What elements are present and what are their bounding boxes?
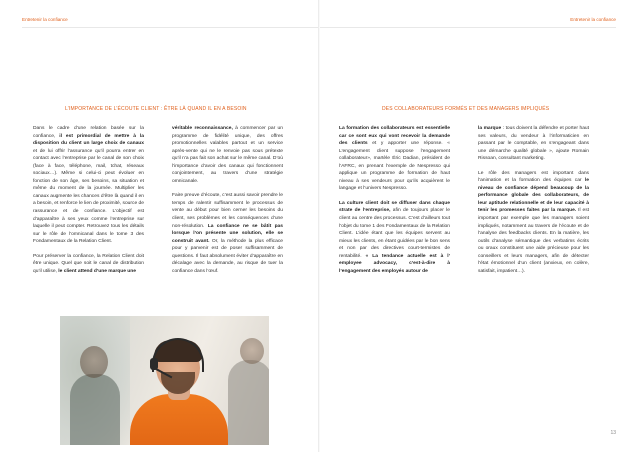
emphasis: véritable reconnaissance, — [172, 126, 233, 131]
running-header-left: Entretenir la confiance — [22, 17, 68, 22]
paragraph: La formation des collaborateurs est essentielle car ce sont eux qui vont recevoir la demande des clients et y apporter une réponse. « L’engagement client suppose l’engagement collaborateur», martèle Éric Dadian, président de l’AFRC, en prenant l’exemple de Nespresso qui applique un programme de formation de haut niveau à ses vendeurs pour qu’ils acquièrent le langage et l’univers Nespresso. — [339, 126, 451, 192]
paragraph: Le rôle des managers est important dans l’animation et la formation des équipes car le niveau de confiance dépend beaucoup de la performance globale des collaborateurs, de leur aptitude relationnelle et de leur capacité à tenir les promesses faites par la marque. Il est important par exemple que les managers soient impliqués, notamment au travers de l’écoute et de l’analyse des feedbacks clients. En la matière, les outils d’analyse sémantique des verbatims écrits ou oraux constituent une aide précieuse pour les conseillers et leurs managers, afin de détecter l’état émotionnel d’un client (anxieux, en colère, satisfait, impatient…). — [478, 170, 589, 274]
emphasis: La confiance ne se bâtit pas lorsque l’on présente une solution, elle se construit avant. — [172, 223, 284, 244]
text-column-4 — [478, 125, 589, 282]
paragraph: Pour préserver la confiance, la Relation Client doit être unique. Quel que soit le canal de distribution qu’il utilise, le client attend d’une marque une — [33, 253, 144, 274]
section-title-ecoute-client: L’IMPORTANCE DE L’ÉCOUTE CLIENT : ÊTRE LÀ QUAND IL EN A BESOIN — [65, 106, 247, 112]
paragraph: Faire preuve d’écoute, c’est aussi savoir prendre le temps de ralentir suffisamment le processus de vente au début pour bien cerner les besoins du client, ses problèmes et les conséquences d’une non-résolution. La confiance ne se bâtit pas lorsque l’on présente une solution, elle se construit avant. Or, la méthode la plus efficace pour y parvenir est de poser suffisamment de questions. Il faut absolument éviter d’apparaître en décalage avec la demande, au risque de tuer la confiance dans l’œuf. — [172, 193, 284, 274]
page-gutter — [318, 0, 320, 452]
emphasis: le niveau de confiance dépend beaucoup de la performance globale des collaborateurs, de leur aptitude relationnelle et de leur capacité à tenir les promesses faites par la marque. — [478, 178, 589, 214]
section-title-collaborateurs: DES COLLABORATEURS FORMÉS ET DES MANAGERS IMPLIQUÉS — [382, 106, 550, 112]
emphasis: le client attend d’une marque une — [58, 268, 137, 274]
emphasis: « La tendance actuelle est à l’ employee advocacy, c’est-à-dire à l’engagement des employés autour de — [339, 253, 450, 274]
paragraph: Dans le cadre d’une relation basée sur la confiance, il est primordial de mettre à la disposition du client un large choix de canaux et de lui offrir l’assurance qu’il pourra entrer en contact avec l’entreprise par le canal de son choix (face à face, téléphone, mail, tchat, réseaux sociaux…). Même si celui-ci peut évoluer en fonction de son âge, ses besoins, sa situation et même du moment de la journée. Multiplier les canaux augmente les chances d’être là quand il en a besoin, et renforce le lien de proximité, source de rassurance et de confiance. L’objectif est d’apparaître à ses yeux comme l’entreprise sur laquelle il peut compter. Retrouvez tous les détails sur le rôle de l’omnicanal dans le tome 3 des Fondamentaux de la Relation Client. — [33, 126, 144, 245]
paragraph: véritable reconnaissance, à commencer par un programme de fidélité unique, des offres promotionnelles valables partout et un service après-vente qui ne le renvoie pas sous prétexte qu’il n’a pas fait son achat sur le même canal. D’où l’importance d’avoir des canaux qui fonctionnent conjointement, au travers d’une stratégie omnicanale. — [172, 126, 283, 184]
emphasis: La culture client doit se diffuser dans chaque strate de l’entreprise, — [339, 200, 450, 214]
call-center-agent-photo — [60, 316, 269, 445]
text-column-3 — [339, 125, 450, 282]
emphasis: La formation des collaborateurs est essentielle car ce sont eux qui vont recevoir la demande des clients — [339, 126, 450, 147]
emphasis: il est primordial de mettre à la disposition du client un large choix de canaux — [33, 133, 144, 147]
page-number: 13 — [610, 430, 616, 436]
emphasis: la marque — [478, 126, 502, 131]
paragraph: La culture client doit se diffuser dans chaque strate de l’entreprise, afin de toujours placer le client au centre des processus. C’est d’ailleurs tout l’objet du tome 1 des Fondamentaux de la Relation Client. L’idée étant que les équipes servent au mieux les clients, en étant guidées par le bon sens et non par des directives court-termistes de rentabilité. « La tendance actuelle est à l’ employee advocacy, c’est-à-dire à l’engagement des employés autour de — [339, 200, 450, 274]
paragraph: la marque : tous doivent la défendre et porter haut ses valeurs, du vendeur à l’informaticien en passant par le comptable, en s’engageant dans une démarche qualité globale », ajoute Romain Rissoan, consultant marketing. — [478, 126, 589, 162]
text-column-1 — [33, 125, 144, 282]
text-column-2 — [172, 125, 283, 282]
running-header-right: Entretenir la confiance — [570, 17, 616, 22]
